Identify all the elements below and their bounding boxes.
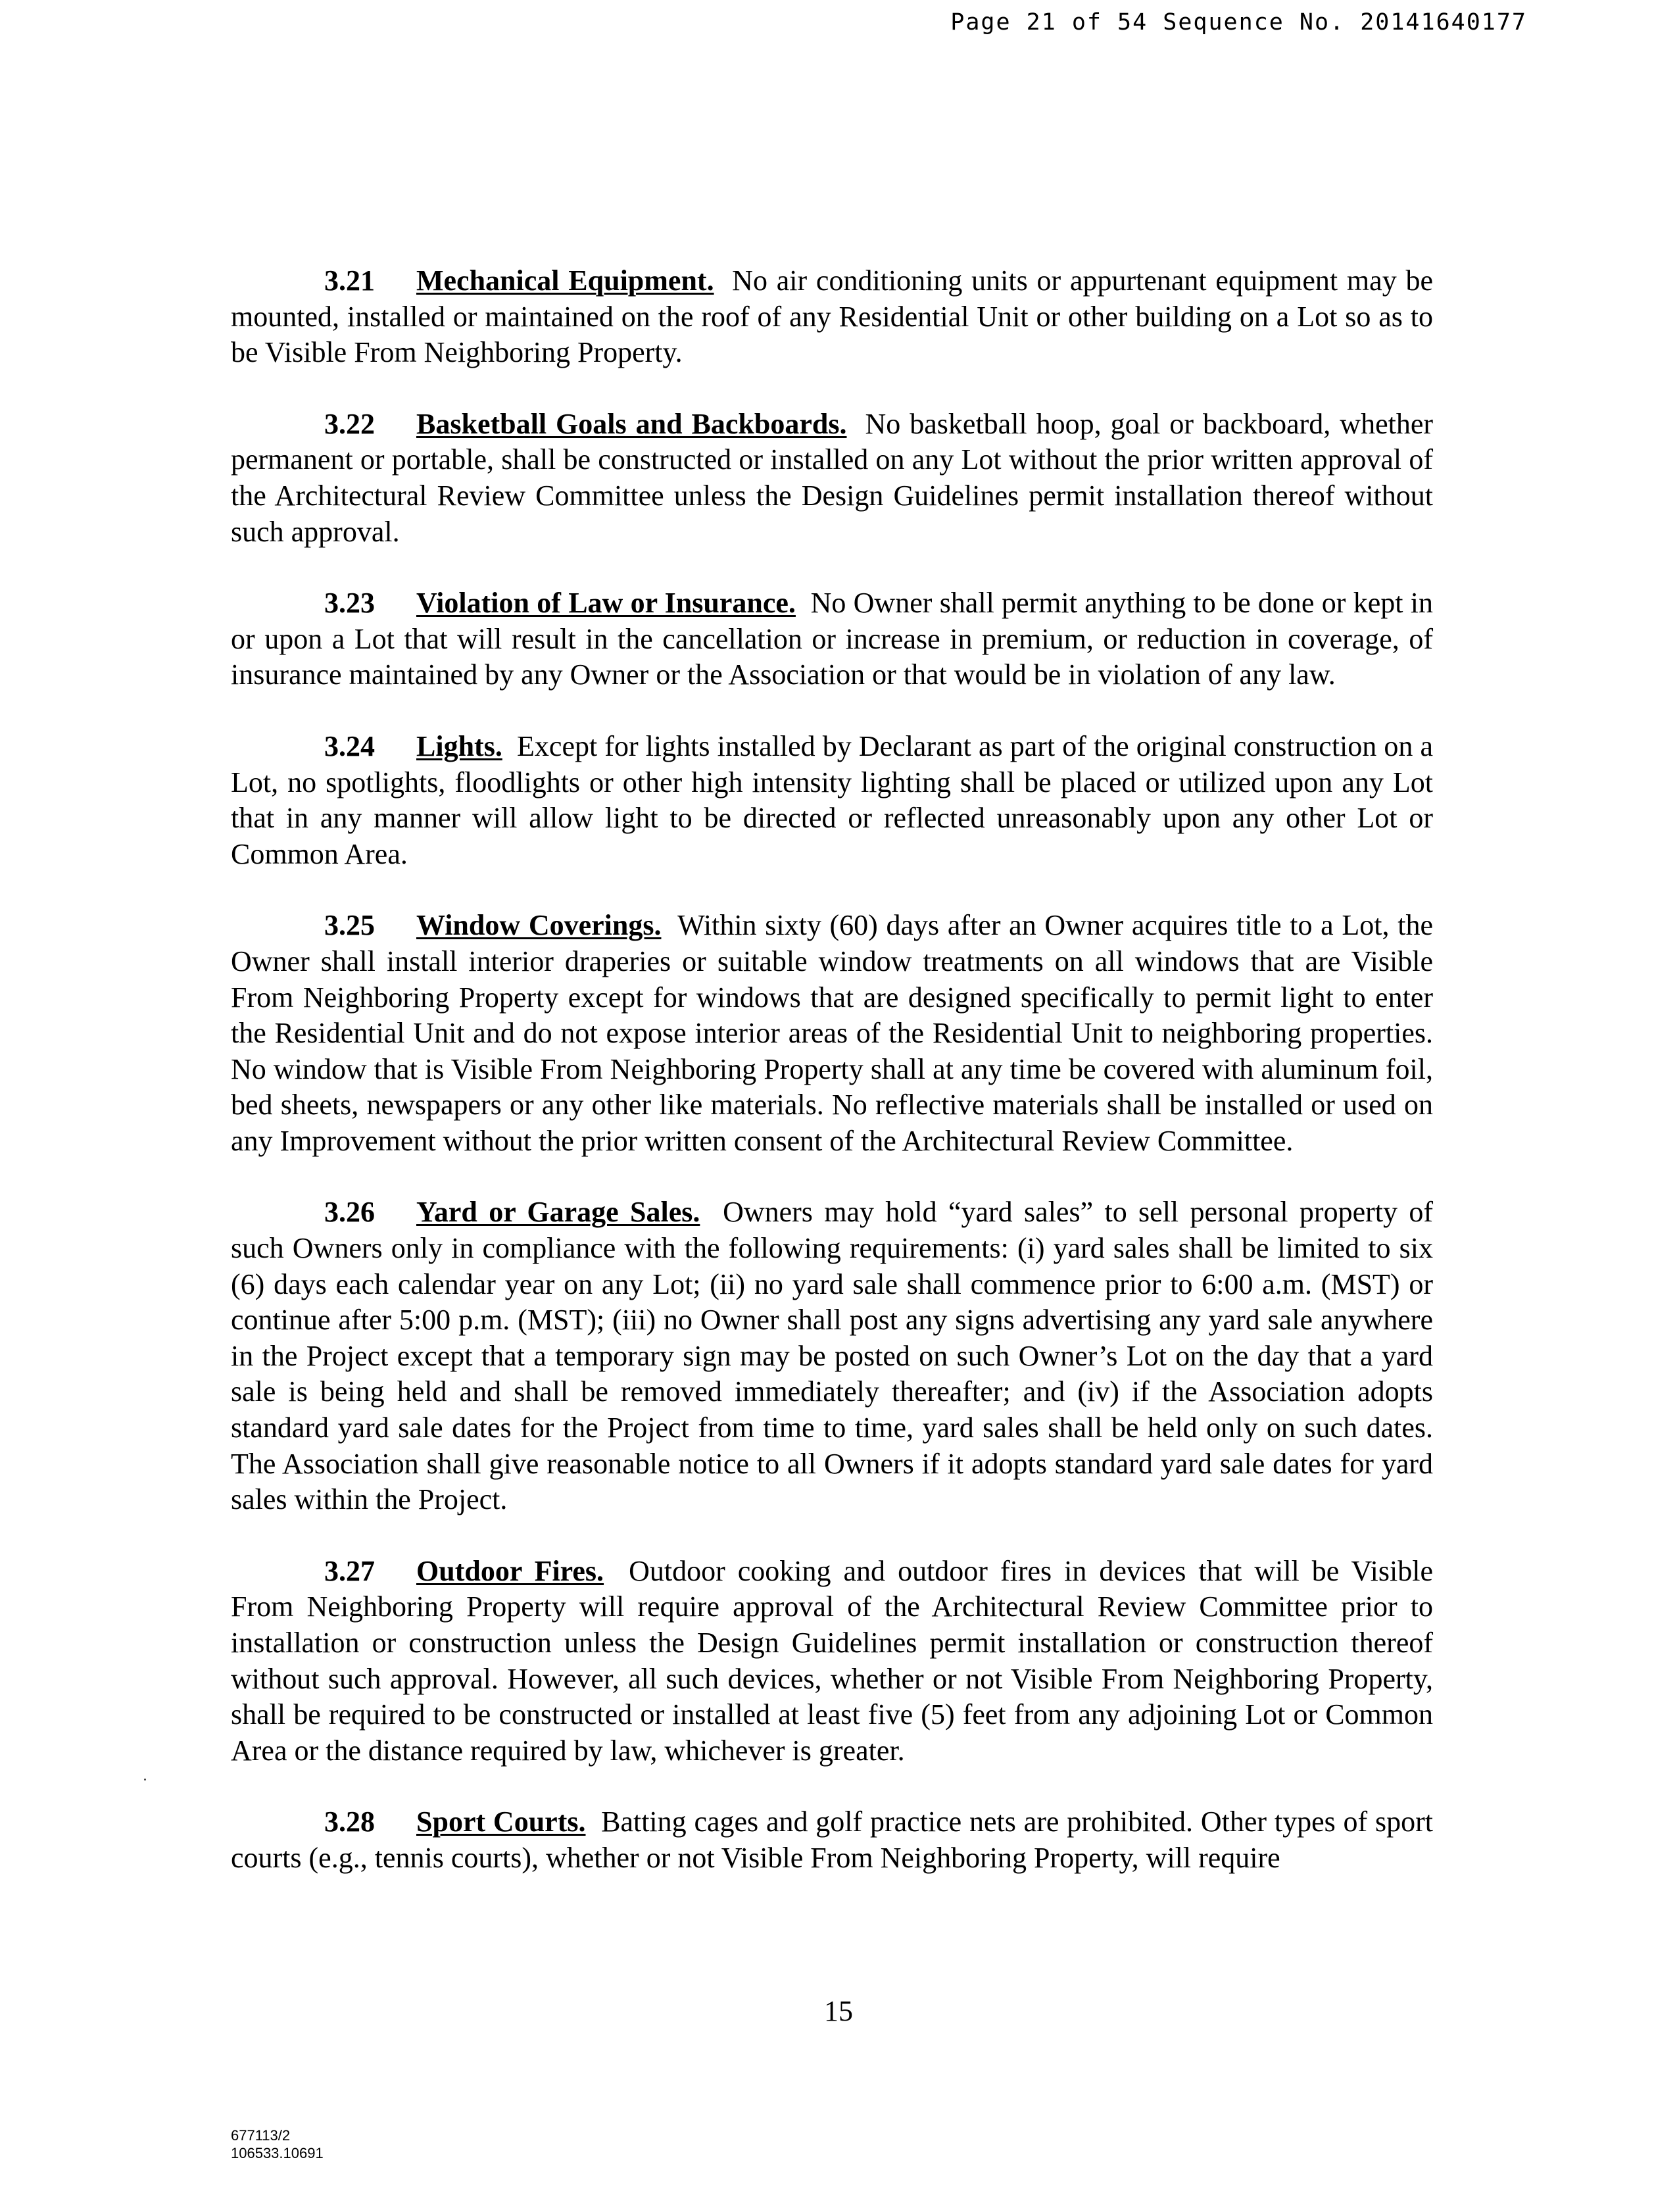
section-number: 3.27 [324,1554,375,1587]
section-3-24 [231,729,1433,872]
section-body: No Owner shall permit anything to be done or kept in or upon a Lot that will result in the cancellation or increase in premium, or reduction in coverage, of insurance maintained by any Owner or the Association or that would be in violation of any law. [231,587,1434,691]
section-3-21 [231,263,1433,371]
section-3-28 [231,1804,1433,1876]
document-id-primary: 677113/2 [231,2127,291,2144]
section-body: No basketball hoop, goal or backboard, whether permanent or portable, shall be constructed or installed on any Lot without the prior written approval of the Architectural Review Committee unless the Design Guidelines permit installation thereof without such approval. [231,407,1434,548]
section-body: Batting cages and golf practice nets are prohibited. Other types of sport courts (e.g., tennis courts), whether or not Visible From Neighboring Property, will require [231,1806,1433,1874]
section-body: Outdoor cooking and outdoor fires in devices that will be Visible From Neighboring Property will require approval of the Architectural Review Committee prior to installation or construction unless the Design Guidelines permit installation or construction thereof without such approval. However, all such devices, whether or not Visible From Neighboring Property, shall be required to be constructed or installed at least five (5) feet from any adjoining Lot or Common Area or the distance required by law, whichever is greater. [231,1554,1434,1767]
document-id-secondary: 106533.10691 [231,2145,324,2161]
section-title: Window Coverings. [416,909,662,942]
section-body: Owners may hold “yard sales” to sell personal property of such Owners only in compliance with the following requirements: (i) yard sales shall be limited to six (6) days each calendar year on any Lot; (ii) no yard sale shall commence prior to 6:00 a.m. (MST) or continue after 5:00 p.m. (MST); (iii) no Owner shall post any signs advertising any yard sale anywhere in the Project except that a temporary sign may be posted on such Owner’s Lot on the day that a yard sale is being held and shall be removed immediately thereafter; and (iv) if the Association adopts standard yard sale dates for the Project from time to time, yard sales shall be held only on such dates. The Association shall give reasonable notice to all Owners if it adopts standard yard sale dates for yard sales within the Project. [231,1196,1433,1516]
section-number: 3.23 [324,587,375,620]
section-3-27 [231,1554,1433,1769]
section-title: Mechanical Equipment. [416,264,714,297]
document-ids [231,2126,324,2162]
section-number: 3.26 [324,1196,375,1229]
section-3-22 [231,406,1433,550]
section-3-23 [231,585,1433,693]
section-3-25 [231,908,1433,1159]
section-title: Outdoor Fires. [416,1554,604,1587]
section-number: 3.24 [324,729,375,762]
section-number: 3.22 [324,407,375,440]
section-body: Except for lights installed by Declarant as part of the original construction on a Lot, no spotlights, floodlights or other high intensity lighting shall be placed or utilized upon any Lot that in any manner will allow light to be directed or reflected unreasonably upon any other Lot or Common Area. [231,729,1433,870]
section-title: Sport Courts. [416,1806,586,1838]
section-title: Lights. [416,729,502,762]
section-number: 3.28 [324,1806,375,1838]
page-number: 15 [824,1995,853,2027]
section-3-26 [231,1194,1433,1517]
section-number: 3.21 [324,264,375,297]
section-title: Violation of Law or Insurance. [416,587,796,620]
document-body [231,263,1433,1877]
section-number: 3.25 [324,909,375,942]
page-sequence-header: Page 21 of 54 Sequence No. 20141640177 [950,9,1527,36]
section-title: Basketball Goals and Backboards. [416,407,847,440]
section-title: Yard or Garage Sales. [416,1196,700,1229]
scan-speck [144,1779,146,1781]
section-body: No air conditioning units or appurtenant equipment may be mounted, installed or maintained on the roof of any Residential Unit or other building on a Lot so as to be Visible From Neighboring Property. [231,264,1434,369]
section-body: Within sixty (60) days after an Owner acquires title to a Lot, the Owner shall install interior draperies or suitable window treatments on all windows that are Visible From Neighboring Property except for windows that are designed specifically to permit light to enter the Residential Unit and do not expose interior areas of the Residential Unit to neighboring properties. No window that is Visible From Neighboring Property shall at any time be covered with aluminum foil, bed sheets, newspapers or any other like materials. No reflective materials shall be installed or used on any Improvement without the prior written consent of the Architectural Review Committee. [231,909,1433,1157]
